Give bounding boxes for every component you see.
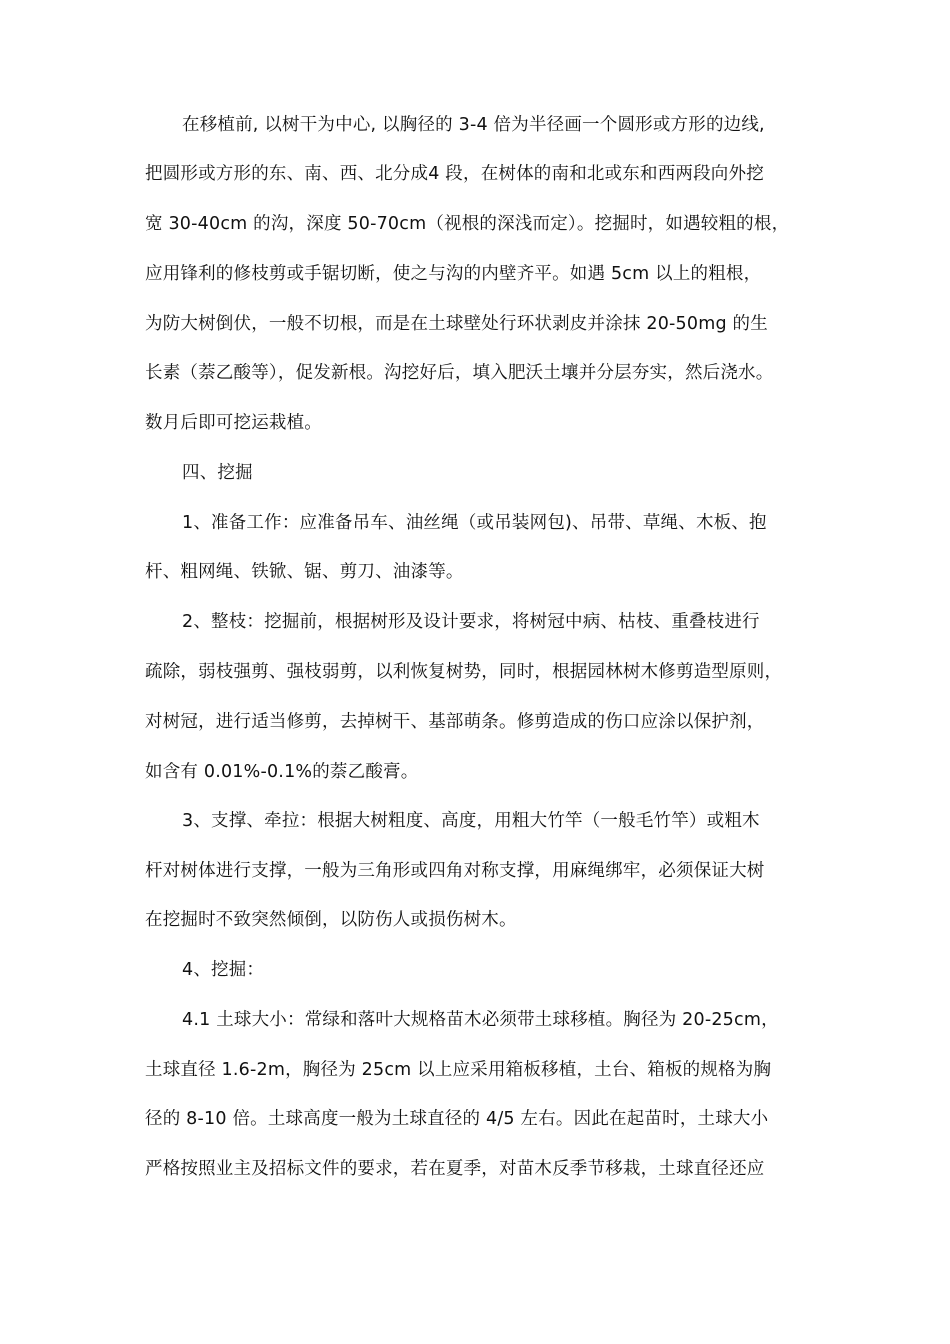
paragraph-line: 对树冠，进行适当修剪，去掉树干、基部萌条。修剪造成的伤口应涂以保护剂， — [145, 712, 765, 732]
paragraph-line: 长素（萘乙酸等），促发新根。沟挖好后，填入肥沃土壤并分层夯实，然后浇水。 — [145, 363, 774, 383]
paragraph-line: 宽 30-40cm 的沟，深度 50-70cm（视根的深浅而定）。挖掘时，如遇较粗的根， — [145, 214, 790, 234]
subsection-heading: 4、挖掘： — [182, 960, 265, 980]
paragraph-line: 疏除，弱枝强剪、强枝弱剪，以利恢复树势，同时，根据园林树木修剪造型原则， — [145, 662, 783, 682]
paragraph-line: 4.1 土球大小：常绿和落叶大规格苗木必须带土球移植。胸径为 20-25cm， — [182, 1010, 779, 1030]
paragraph-line: 杆对树体进行支撑，一般为三角形或四角对称支撑，用麻绳绑牢，必须保证大树 — [145, 861, 765, 881]
paragraph-line: 严格按照业主及招标文件的要求，若在夏季，对苗木反季节移栽，土球直径还应 — [145, 1159, 765, 1179]
section-heading: 四、挖掘 — [182, 463, 253, 483]
paragraph-line: 径的 8-10 倍。土球高度一般为土球直径的 4/5 左右。因此在起苗时，土球大小 — [145, 1109, 769, 1129]
paragraph-line: 如含有 0.01%-0.1%的萘乙酸膏。 — [145, 762, 419, 782]
paragraph-line: 2、整枝：挖掘前，根据树形及设计要求，将树冠中病、枯枝、重叠枝进行 — [182, 612, 760, 632]
paragraph-line: 土球直径 1.6-2m，胸径为 25cm 以上应采用箱板移植，土台、箱板的规格为胸 — [145, 1060, 772, 1080]
paragraph-line: 1、准备工作：应准备吊车、油丝绳（或吊装网包)、吊带、草绳、木板、抱 — [182, 513, 767, 533]
paragraph-line: 3、支撑、牵拉：根据大树粗度、高度，用粗大竹竿（一般毛竹竿）或粗木 — [182, 811, 760, 831]
paragraph-line: 数月后即可挖运栽植。 — [145, 413, 322, 433]
paragraph-line: 为防大树倒伏，一般不切根，而是在土球壁处行环状剥皮并涂抹 20-50mg 的生 — [145, 314, 768, 334]
paragraph-line: 应用锋利的修枝剪或手锯切断，使之与沟的内壁齐平。如遇 5cm 以上的粗根， — [145, 264, 762, 284]
paragraph-line: 把圆形或方形的东、南、西、北分成4 段，在树体的南和北或东和西两段向外挖 — [145, 164, 764, 184]
paragraph-line: 在移植前, 以树干为中心, 以胸径的 3-4 倍为半径画一个圆形或方形的边线, — [182, 115, 765, 135]
paragraph-line: 杆、粗网绳、铁锨、锯、剪刀、油漆等。 — [145, 562, 464, 582]
paragraph-line: 在挖掘时不致突然倾倒，以防伤人或损伤树木。 — [145, 910, 517, 930]
